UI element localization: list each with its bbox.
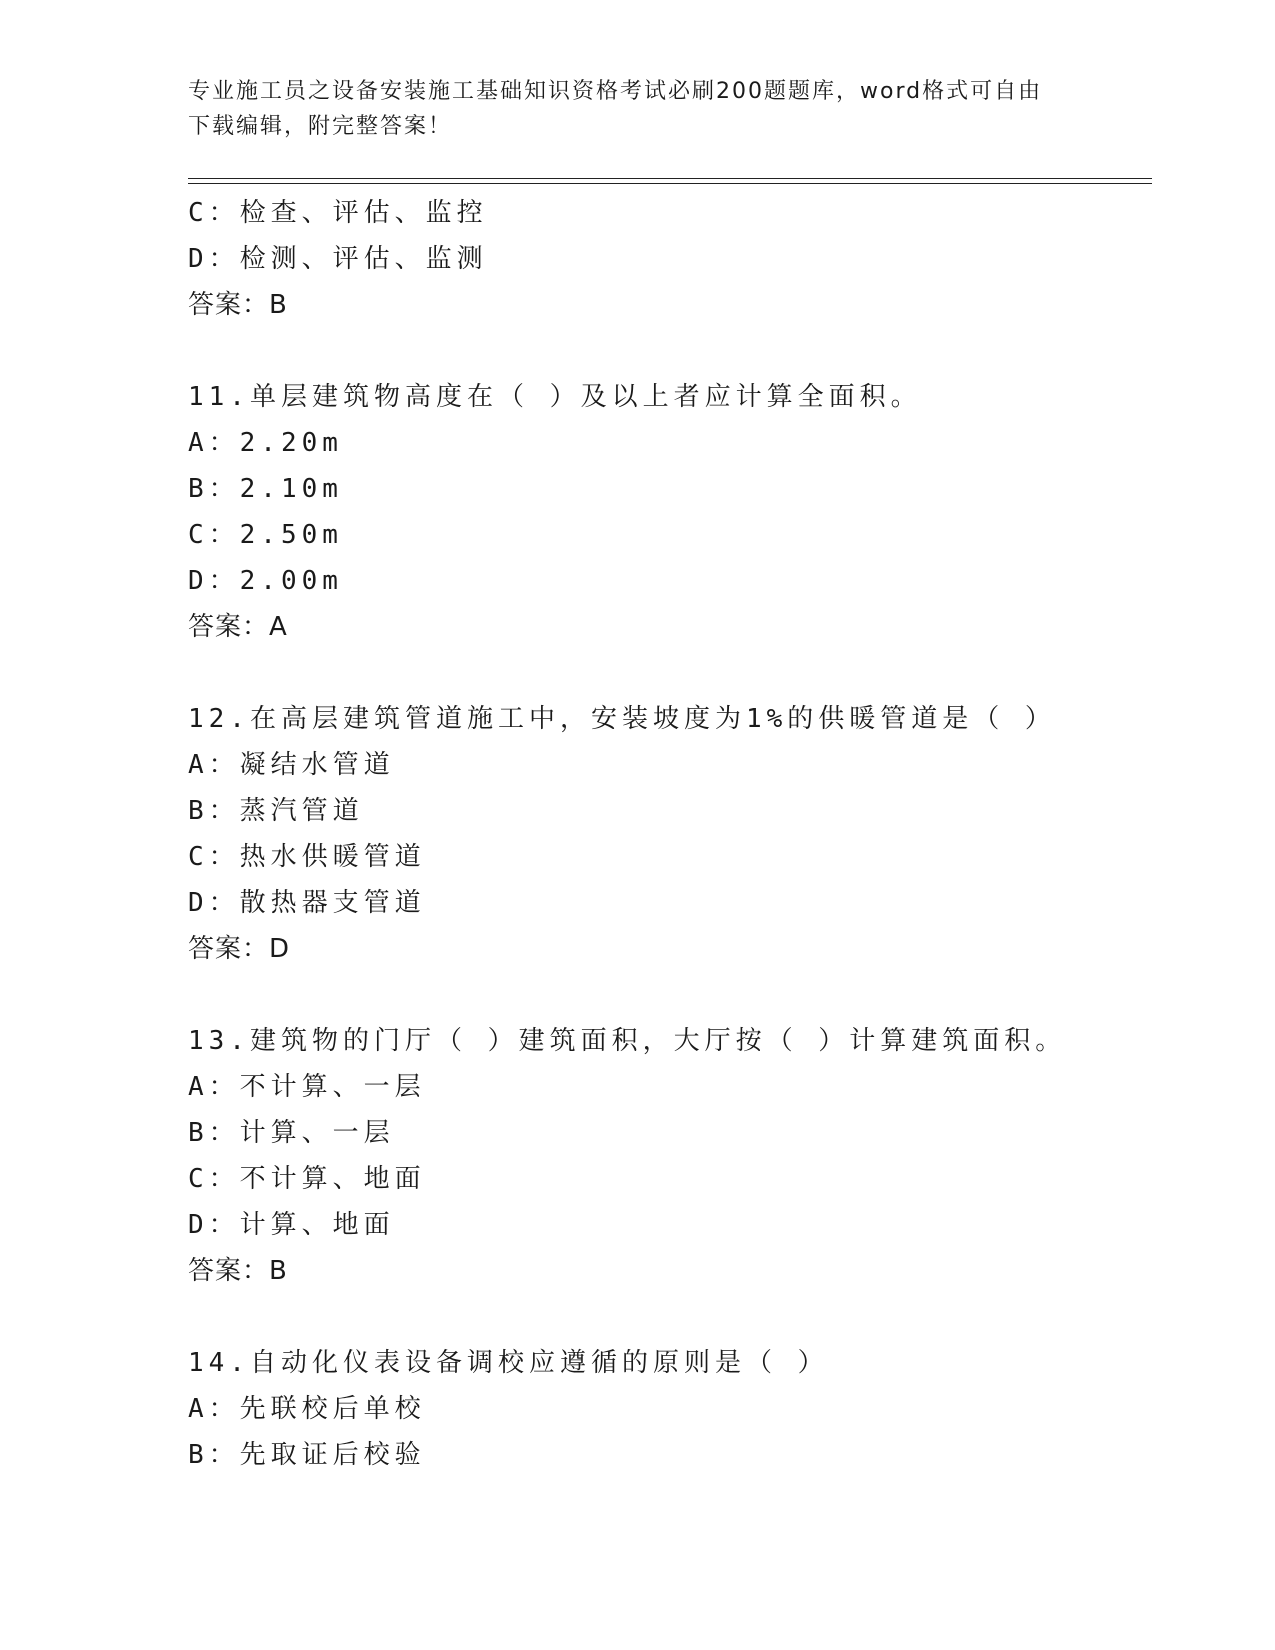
option-a: A：先联校后单校 [188, 1394, 426, 1424]
header-title-line-2: 下载编辑，附完整答案！ [188, 114, 453, 139]
question-block-11 [188, 374, 1152, 650]
option-a: A：凝结水管道 [188, 750, 395, 780]
question-stem: 13.建筑物的门厅（ ）建筑面积，大厅按（ ）计算建筑面积。 [188, 1026, 1067, 1056]
spacer [188, 972, 1152, 1018]
option-d: D：检测、评估、监测 [188, 244, 488, 274]
option-a: A：2.20m [188, 428, 343, 458]
option-b: B：先取证后校验 [188, 1440, 426, 1470]
document-header [188, 74, 1108, 144]
answer-text: 答案：D [188, 934, 291, 964]
question-block-12 [188, 696, 1152, 972]
header-divider-top [188, 178, 1152, 179]
option-a: A：不计算、一层 [188, 1072, 426, 1102]
question-list [188, 190, 1152, 1478]
option-c: C：2.50m [188, 520, 343, 550]
question-stem: 12.在高层建筑管道施工中，安装坡度为1%的供暖管道是（ ） [188, 704, 1056, 734]
option-d: D：散热器支管道 [188, 888, 426, 918]
header-title-line-1: 专业施工员之设备安装施工基础知识资格考试必刷200题题库，word格式可自由 [188, 79, 1043, 104]
answer-text: 答案：B [188, 290, 288, 320]
option-d: D：计算、地面 [188, 1210, 395, 1240]
option-b: B：计算、一层 [188, 1118, 395, 1148]
question-stem: 14.自动化仪表设备调校应遵循的原则是（ ） [188, 1348, 829, 1378]
question-block-prev [188, 190, 1152, 328]
answer-text: 答案：A [188, 612, 288, 642]
option-c: C：不计算、地面 [188, 1164, 426, 1194]
answer-text: 答案：B [188, 1256, 288, 1286]
question-block-13 [188, 1018, 1152, 1294]
option-b: B：2.10m [188, 474, 343, 504]
option-c: C：检查、评估、监控 [188, 198, 488, 228]
header-divider-bottom [188, 183, 1152, 184]
spacer [188, 650, 1152, 696]
option-c: C：热水供暖管道 [188, 842, 426, 872]
spacer [188, 328, 1152, 374]
option-d: D：2.00m [188, 566, 343, 596]
option-b: B：蒸汽管道 [188, 796, 364, 826]
spacer [188, 1294, 1152, 1340]
question-block-14 [188, 1340, 1152, 1478]
question-stem: 11.单层建筑物高度在（ ）及以上者应计算全面积。 [188, 382, 922, 412]
